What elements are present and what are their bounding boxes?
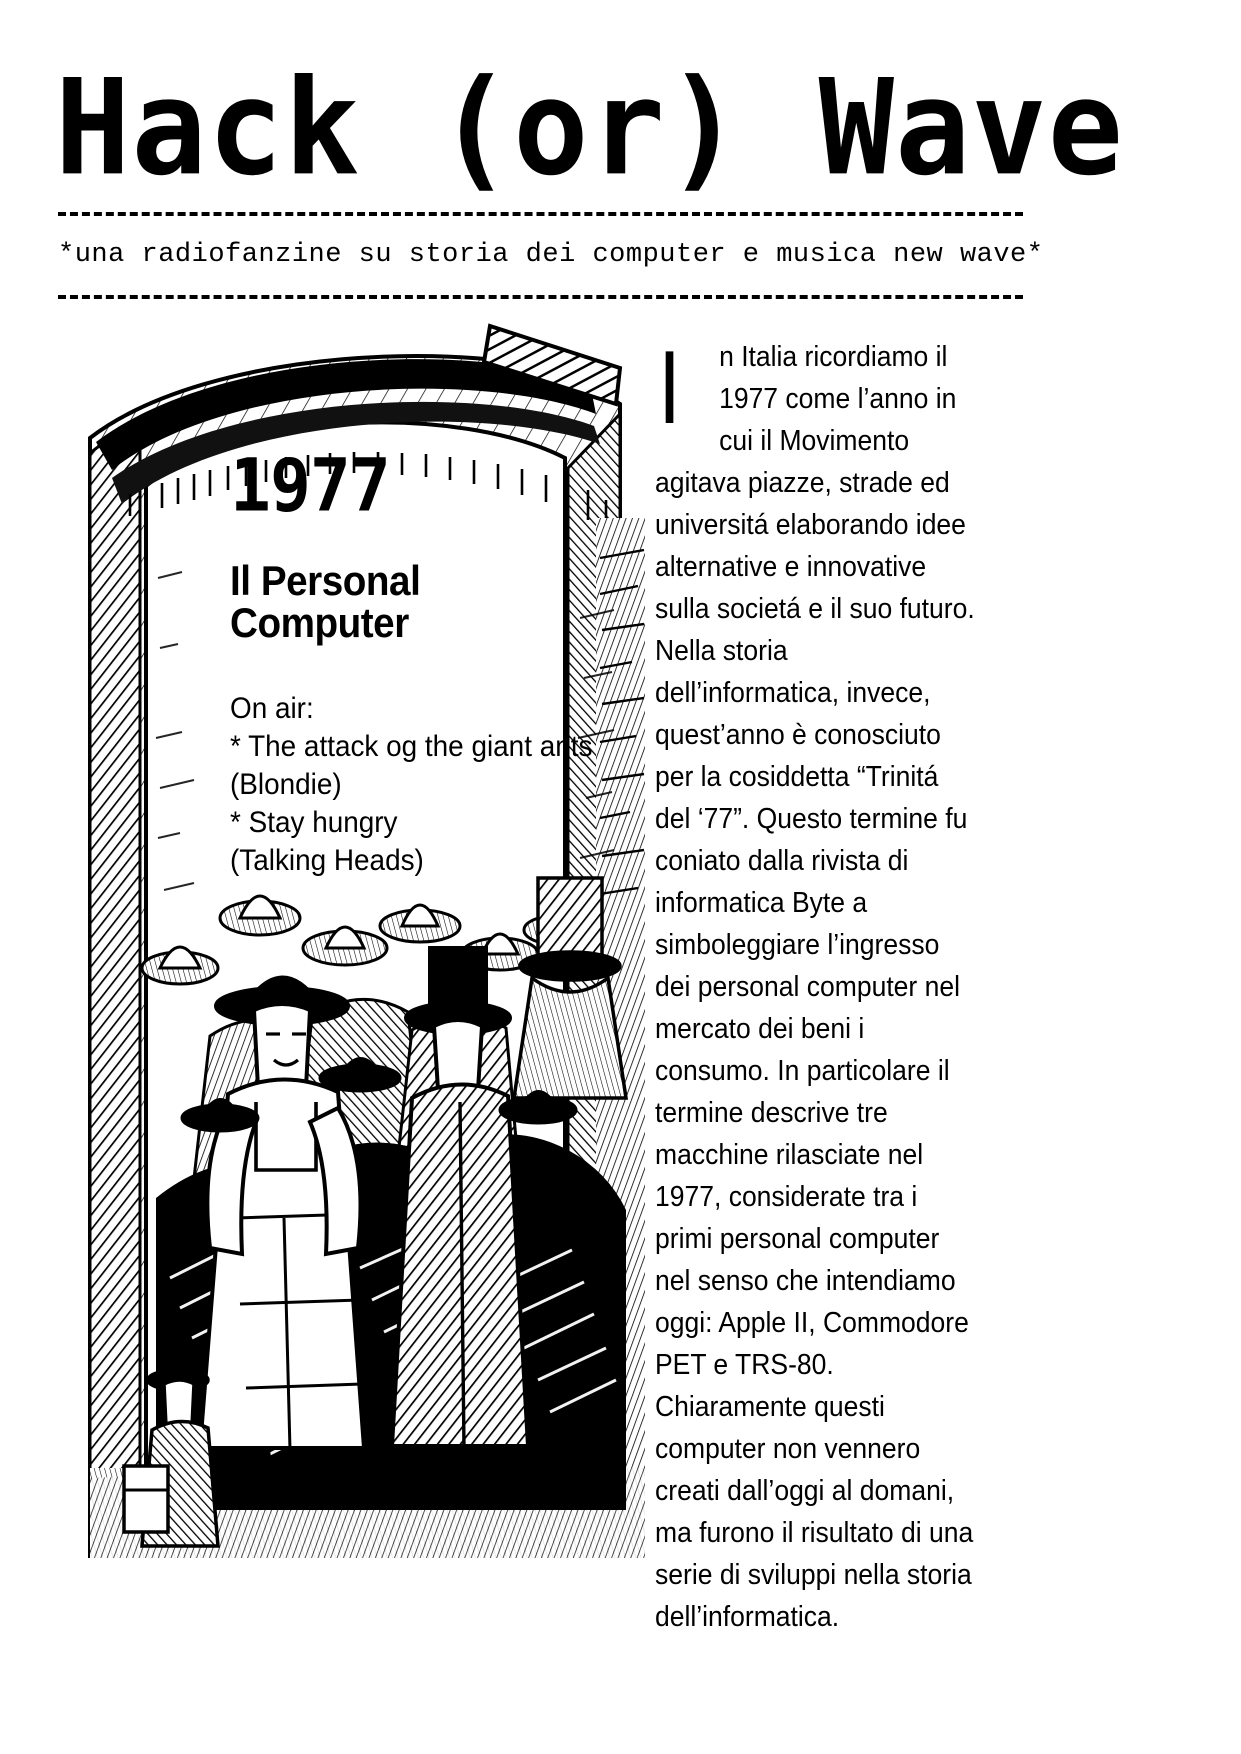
on-air-item: (Talking Heads) xyxy=(230,844,424,877)
on-air-list xyxy=(230,690,602,880)
content-area xyxy=(0,318,1241,1754)
poster-heading xyxy=(230,557,598,646)
on-air-label: On air: xyxy=(230,692,314,725)
page-title: Hack (or) Wave xyxy=(55,50,1125,205)
masthead xyxy=(0,0,1241,310)
article-body-text: n Italia ricordiamo il 1977 come l’anno in cui il Movimento agitava piazze, strade ed universitá elaborando idee alternative e innovative sulla societá e il suo futuro. Nella storia dell’informatica, invece, quest’anno è conosciuto per la cosiddetta “Trinitá del ‘77”. Questo termine fu coniato dalla rivista di informatica Byte a simboleggiare l’ingresso dei personal computer nel mercato dei beni i consumo. In particolare il termine descrive tre macchine rilasciate nel 1977, considerate tra i primi personal computer nel senso che intendiamo oggi: Apple II, Commodore PET e TRS-80. Chiaramente questi computer non vennero creati dall’oggi al domani, ma furono il risultato di una serie di sviluppi nella storia dell’informatica. xyxy=(655,341,975,1633)
article-column xyxy=(655,330,976,1638)
divider-bottom xyxy=(58,295,1023,299)
article-dropcap: I xyxy=(662,330,677,446)
poster-year: 1977 xyxy=(230,443,390,529)
on-air-item: * The attack og the giant ants xyxy=(230,730,593,763)
crowd-engraving-illustration xyxy=(60,318,645,1558)
poster-text-block xyxy=(230,443,630,880)
poster-heading-line-1: Il Personal xyxy=(230,557,421,604)
poster-heading-line-2: Computer xyxy=(230,599,409,646)
tagline: *una radiofanzine su storia dei computer e musica new wave* xyxy=(58,240,1044,270)
on-air-item: * Stay hungry xyxy=(230,806,398,839)
on-air-item: (Blondie) xyxy=(230,768,342,801)
divider-top xyxy=(58,212,1023,216)
